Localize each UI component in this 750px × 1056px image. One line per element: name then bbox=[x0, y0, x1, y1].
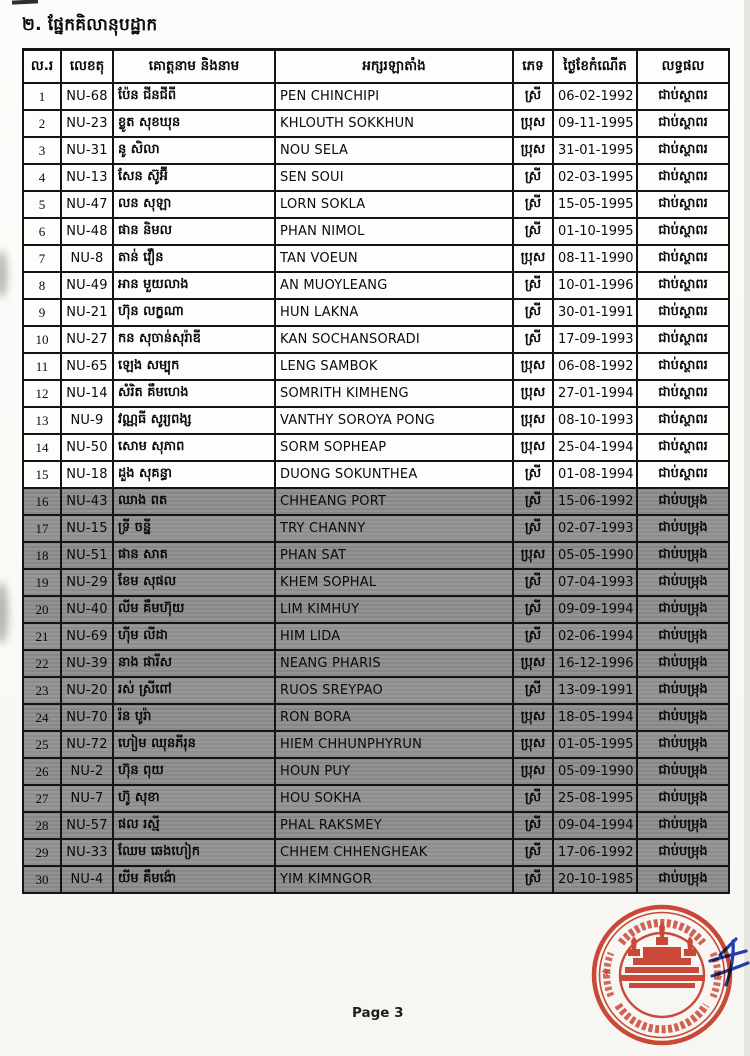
cell-gender: ស្រី bbox=[513, 515, 553, 542]
cell-latin-name: SEN SOUI bbox=[275, 164, 513, 191]
cell-row-number: 2 bbox=[23, 110, 61, 137]
cell-birth-date: 06-08-1992 bbox=[553, 353, 637, 380]
cell-birth-date: 15-06-1992 bbox=[553, 488, 637, 515]
cell-latin-name: SORM SOPHEAP bbox=[275, 434, 513, 461]
cell-gender: ប្រុស bbox=[513, 407, 553, 434]
table-row bbox=[23, 110, 729, 137]
cell-latin-name: HUN LAKNA bbox=[275, 299, 513, 326]
cell-desk-number: NU-70 bbox=[61, 704, 113, 731]
cell-latin-name: DUONG SOKUNTHEA bbox=[275, 461, 513, 488]
cell-khmer-name: ផល រស្មី bbox=[113, 812, 275, 839]
scan-artifact-mark bbox=[12, 0, 38, 5]
cell-row-number: 3 bbox=[23, 137, 61, 164]
cell-desk-number: NU-43 bbox=[61, 488, 113, 515]
cell-latin-name: KHEM SOPHAL bbox=[275, 569, 513, 596]
cell-desk-number: NU-4 bbox=[61, 866, 113, 893]
cell-row-number: 17 bbox=[23, 515, 61, 542]
section-title: ២. ផ្នែកគិលានុបដ្ឋាក bbox=[22, 15, 158, 35]
cell-row-number: 12 bbox=[23, 380, 61, 407]
cell-result: ជាប់ស្ថាពរ bbox=[637, 137, 729, 164]
cell-result: ជាប់ស្ថាពរ bbox=[637, 299, 729, 326]
cell-result: ជាប់បម្រុង bbox=[637, 812, 729, 839]
cell-row-number: 30 bbox=[23, 866, 61, 893]
cell-khmer-name: ហ៊ីម លីដា bbox=[113, 623, 275, 650]
cell-khmer-name: ដួង សុគន្ធា bbox=[113, 461, 275, 488]
cell-row-number: 7 bbox=[23, 245, 61, 272]
cell-result: ជាប់បម្រុង bbox=[637, 839, 729, 866]
cell-result: ជាប់បម្រុង bbox=[637, 758, 729, 785]
cell-gender: ស្រី bbox=[513, 785, 553, 812]
cell-gender: ស្រី bbox=[513, 191, 553, 218]
table-row bbox=[23, 164, 729, 191]
cell-khmer-name: ផាន និមល bbox=[113, 218, 275, 245]
cell-birth-date: 09-09-1994 bbox=[553, 596, 637, 623]
cell-birth-date: 05-09-1990 bbox=[553, 758, 637, 785]
column-header-latin-name: អក្សរឡាតាំង bbox=[275, 50, 513, 84]
cell-row-number: 19 bbox=[23, 569, 61, 596]
cell-khmer-name: សែន ស៊ូអ៊ី bbox=[113, 164, 275, 191]
cell-row-number: 5 bbox=[23, 191, 61, 218]
cell-birth-date: 17-09-1993 bbox=[553, 326, 637, 353]
cell-birth-date: 09-11-1995 bbox=[553, 110, 637, 137]
cell-birth-date: 31-01-1995 bbox=[553, 137, 637, 164]
cell-desk-number: NU-48 bbox=[61, 218, 113, 245]
cell-birth-date: 16-12-1996 bbox=[553, 650, 637, 677]
cell-latin-name: HIEM CHHUNPHYRUN bbox=[275, 731, 513, 758]
cell-birth-date: 02-06-1994 bbox=[553, 623, 637, 650]
cell-gender: ស្រី bbox=[513, 299, 553, 326]
table-header-row bbox=[23, 50, 729, 84]
cell-desk-number: NU-49 bbox=[61, 272, 113, 299]
cell-latin-name: YIM KIMNGOR bbox=[275, 866, 513, 893]
table-row bbox=[23, 380, 729, 407]
cell-latin-name: LORN SOKLA bbox=[275, 191, 513, 218]
column-header-birth-date: ថ្ងៃខែកំណើត bbox=[553, 50, 637, 84]
cell-gender: ស្រី bbox=[513, 461, 553, 488]
cell-desk-number: NU-39 bbox=[61, 650, 113, 677]
cell-row-number: 28 bbox=[23, 812, 61, 839]
cell-result: ជាប់បម្រុង bbox=[637, 515, 729, 542]
cell-desk-number: NU-13 bbox=[61, 164, 113, 191]
cell-latin-name: CHHEANG PORT bbox=[275, 488, 513, 515]
cell-row-number: 18 bbox=[23, 542, 61, 569]
table-row bbox=[23, 569, 729, 596]
cell-desk-number: NU-40 bbox=[61, 596, 113, 623]
cell-birth-date: 08-10-1993 bbox=[553, 407, 637, 434]
cell-result: ជាប់បម្រុង bbox=[637, 785, 729, 812]
cell-gender: ប្រុស bbox=[513, 110, 553, 137]
cell-desk-number: NU-65 bbox=[61, 353, 113, 380]
cell-khmer-name: យីម គឹមង៉ោ bbox=[113, 866, 275, 893]
cell-khmer-name: វណ្ណធី សូរ្យពង្ស bbox=[113, 407, 275, 434]
cell-birth-date: 30-01-1991 bbox=[553, 299, 637, 326]
cell-desk-number: NU-23 bbox=[61, 110, 113, 137]
column-header-result: លទ្ធផល bbox=[637, 50, 729, 84]
cell-khmer-name: ឈែម ឆេងហៀក bbox=[113, 839, 275, 866]
table-row bbox=[23, 650, 729, 677]
cell-desk-number: NU-18 bbox=[61, 461, 113, 488]
cell-khmer-name: នាង ផារីស bbox=[113, 650, 275, 677]
cell-birth-date: 13-09-1991 bbox=[553, 677, 637, 704]
cell-latin-name: KHLOUTH SOKKHUN bbox=[275, 110, 513, 137]
cell-latin-name: RON BORA bbox=[275, 704, 513, 731]
cell-desk-number: NU-68 bbox=[61, 83, 113, 110]
cell-latin-name: LIM KIMHUY bbox=[275, 596, 513, 623]
cell-latin-name: PHAN NIMOL bbox=[275, 218, 513, 245]
cell-desk-number: NU-8 bbox=[61, 245, 113, 272]
cell-khmer-name: ទ្រី ចន្នី bbox=[113, 515, 275, 542]
table-row bbox=[23, 623, 729, 650]
cell-gender: ប្រុស bbox=[513, 704, 553, 731]
cell-latin-name: PEN CHINCHIPI bbox=[275, 83, 513, 110]
table-row bbox=[23, 299, 729, 326]
cell-khmer-name: រ៉ន បូរ៉ា bbox=[113, 704, 275, 731]
cell-birth-date: 05-05-1990 bbox=[553, 542, 637, 569]
cell-row-number: 25 bbox=[23, 731, 61, 758]
cell-result: ជាប់ស្ថាពរ bbox=[637, 353, 729, 380]
cell-result: ជាប់បម្រុង bbox=[637, 866, 729, 893]
cell-birth-date: 18-05-1994 bbox=[553, 704, 637, 731]
cell-latin-name: KAN SOCHANSORADI bbox=[275, 326, 513, 353]
cell-latin-name: HIM LIDA bbox=[275, 623, 513, 650]
cell-birth-date: 09-04-1994 bbox=[553, 812, 637, 839]
cell-result: ជាប់បម្រុង bbox=[637, 704, 729, 731]
cell-gender: ស្រី bbox=[513, 596, 553, 623]
cell-latin-name: TAN VOEUN bbox=[275, 245, 513, 272]
cell-birth-date: 15-05-1995 bbox=[553, 191, 637, 218]
cell-row-number: 8 bbox=[23, 272, 61, 299]
column-header-khmer-name: គោត្តនាម និងនាម bbox=[113, 50, 275, 84]
results-table bbox=[22, 48, 730, 894]
cell-gender: ស្រី bbox=[513, 326, 553, 353]
cell-desk-number: NU-2 bbox=[61, 758, 113, 785]
table-row bbox=[23, 434, 729, 461]
cell-khmer-name: ឡេង សម្បុក bbox=[113, 353, 275, 380]
cell-khmer-name: សោម សុភាព bbox=[113, 434, 275, 461]
cell-desk-number: NU-31 bbox=[61, 137, 113, 164]
cell-birth-date: 27-01-1994 bbox=[553, 380, 637, 407]
table-row bbox=[23, 245, 729, 272]
cell-result: ជាប់ស្ថាពរ bbox=[637, 326, 729, 353]
cell-row-number: 16 bbox=[23, 488, 61, 515]
column-header-gender: ភេទ bbox=[513, 50, 553, 84]
cell-gender: ស្រី bbox=[513, 83, 553, 110]
cell-gender: ប្រុស bbox=[513, 434, 553, 461]
table-row bbox=[23, 677, 729, 704]
cell-result: ជាប់ស្ថាពរ bbox=[637, 164, 729, 191]
cell-result: ជាប់ស្ថាពរ bbox=[637, 272, 729, 299]
cell-row-number: 24 bbox=[23, 704, 61, 731]
cell-gender: ប្រុស bbox=[513, 137, 553, 164]
table-row bbox=[23, 137, 729, 164]
cell-latin-name: CHHEM CHHENGHEAK bbox=[275, 839, 513, 866]
table-row bbox=[23, 218, 729, 245]
cell-result: ជាប់ស្ថាពរ bbox=[637, 110, 729, 137]
cell-khmer-name: កន សុចាន់សុរ៉ាឌី bbox=[113, 326, 275, 353]
cell-row-number: 26 bbox=[23, 758, 61, 785]
cell-latin-name: LENG SAMBOK bbox=[275, 353, 513, 380]
cell-gender: ស្រី bbox=[513, 218, 553, 245]
cell-result: ជាប់ស្ថាពរ bbox=[637, 407, 729, 434]
cell-result: ជាប់បម្រុង bbox=[637, 542, 729, 569]
cell-gender: ស្រី bbox=[513, 488, 553, 515]
cell-desk-number: NU-33 bbox=[61, 839, 113, 866]
cell-desk-number: NU-15 bbox=[61, 515, 113, 542]
table-row bbox=[23, 785, 729, 812]
cell-desk-number: NU-72 bbox=[61, 731, 113, 758]
cell-birth-date: 01-08-1994 bbox=[553, 461, 637, 488]
cell-result: ជាប់ស្ថាពរ bbox=[637, 245, 729, 272]
cell-row-number: 22 bbox=[23, 650, 61, 677]
cell-result: ជាប់ស្ថាពរ bbox=[637, 434, 729, 461]
table-row bbox=[23, 866, 729, 893]
cell-row-number: 10 bbox=[23, 326, 61, 353]
cell-khmer-name: រស់ ស្រីពៅ bbox=[113, 677, 275, 704]
cell-khmer-name: ហ៊ូ សុខា bbox=[113, 785, 275, 812]
cell-latin-name: PHAL RAKSMEY bbox=[275, 812, 513, 839]
cell-row-number: 15 bbox=[23, 461, 61, 488]
cell-result: ជាប់ស្ថាពរ bbox=[637, 83, 729, 110]
cell-desk-number: NU-29 bbox=[61, 569, 113, 596]
cell-latin-name: NOU SELA bbox=[275, 137, 513, 164]
cell-gender: ស្រី bbox=[513, 164, 553, 191]
cell-result: ជាប់ស្ថាពរ bbox=[637, 218, 729, 245]
table-row bbox=[23, 704, 729, 731]
table-row bbox=[23, 758, 729, 785]
cell-row-number: 11 bbox=[23, 353, 61, 380]
table-row bbox=[23, 731, 729, 758]
cell-khmer-name: ហ៊ុន លក្ខណា bbox=[113, 299, 275, 326]
cell-birth-date: 01-05-1995 bbox=[553, 731, 637, 758]
cell-result: ជាប់បម្រុង bbox=[637, 731, 729, 758]
cell-desk-number: NU-50 bbox=[61, 434, 113, 461]
cell-gender: ស្រី bbox=[513, 677, 553, 704]
cell-birth-date: 01-10-1995 bbox=[553, 218, 637, 245]
cell-result: ជាប់បម្រុង bbox=[637, 569, 729, 596]
cell-row-number: 13 bbox=[23, 407, 61, 434]
cell-row-number: 9 bbox=[23, 299, 61, 326]
cell-khmer-name: ប៉ែន ជីនជីពី bbox=[113, 83, 275, 110]
pen-scribble bbox=[700, 933, 750, 995]
cell-khmer-name: តាន់ វឿន bbox=[113, 245, 275, 272]
cell-desk-number: NU-69 bbox=[61, 623, 113, 650]
cell-row-number: 6 bbox=[23, 218, 61, 245]
cell-khmer-name: លន សុឡា bbox=[113, 191, 275, 218]
cell-desk-number: NU-7 bbox=[61, 785, 113, 812]
cell-gender: ស្រី bbox=[513, 866, 553, 893]
cell-result: ជាប់ស្ថាពរ bbox=[637, 380, 729, 407]
cell-gender: ស្រី bbox=[513, 839, 553, 866]
cell-desk-number: NU-9 bbox=[61, 407, 113, 434]
cell-latin-name: PHAN SAT bbox=[275, 542, 513, 569]
cell-khmer-name: សំរិត គឹមហេង bbox=[113, 380, 275, 407]
cell-latin-name: SOMRITH KIMHENG bbox=[275, 380, 513, 407]
cell-gender: ប្រុស bbox=[513, 731, 553, 758]
table-row bbox=[23, 542, 729, 569]
table-row bbox=[23, 83, 729, 110]
table-row bbox=[23, 839, 729, 866]
cell-gender: ប្រុស bbox=[513, 353, 553, 380]
cell-khmer-name: អាន មួយលាង bbox=[113, 272, 275, 299]
cell-row-number: 20 bbox=[23, 596, 61, 623]
table-row bbox=[23, 812, 729, 839]
cell-result: ជាប់បម្រុង bbox=[637, 488, 729, 515]
cell-khmer-name: ហ៊ុន ពុយ bbox=[113, 758, 275, 785]
cell-latin-name: HOUN PUY bbox=[275, 758, 513, 785]
cell-gender: ស្រី bbox=[513, 812, 553, 839]
table-row bbox=[23, 326, 729, 353]
scan-smudge bbox=[0, 582, 8, 644]
cell-result: ជាប់បម្រុង bbox=[637, 677, 729, 704]
cell-latin-name: TRY CHANNY bbox=[275, 515, 513, 542]
cell-latin-name: VANTHY SOROYA PONG bbox=[275, 407, 513, 434]
cell-desk-number: NU-20 bbox=[61, 677, 113, 704]
cell-khmer-name: លីម គឹមហ៊ុយ bbox=[113, 596, 275, 623]
cell-desk-number: NU-57 bbox=[61, 812, 113, 839]
table-row bbox=[23, 353, 729, 380]
cell-result: ជាប់បម្រុង bbox=[637, 596, 729, 623]
column-header-desk-number: លេខតុ bbox=[61, 50, 113, 84]
table-row bbox=[23, 191, 729, 218]
cell-latin-name: RUOS SREYPAO bbox=[275, 677, 513, 704]
cell-desk-number: NU-21 bbox=[61, 299, 113, 326]
cell-birth-date: 10-01-1996 bbox=[553, 272, 637, 299]
table-row bbox=[23, 596, 729, 623]
table-body bbox=[23, 83, 729, 893]
cell-gender: ស្រី bbox=[513, 623, 553, 650]
table-row bbox=[23, 515, 729, 542]
cell-khmer-name: ខ្លូត សុខឃុន bbox=[113, 110, 275, 137]
cell-result: ជាប់បម្រុង bbox=[637, 650, 729, 677]
cell-gender: ប្រុស bbox=[513, 758, 553, 785]
cell-birth-date: 08-11-1990 bbox=[553, 245, 637, 272]
cell-khmer-name: ហៀម ឈុនភីរុន bbox=[113, 731, 275, 758]
cell-khmer-name: ផាន សាត bbox=[113, 542, 275, 569]
cell-birth-date: 07-04-1993 bbox=[553, 569, 637, 596]
cell-desk-number: NU-51 bbox=[61, 542, 113, 569]
cell-desk-number: NU-14 bbox=[61, 380, 113, 407]
cell-gender: ស្រី bbox=[513, 272, 553, 299]
cell-latin-name: NEANG PHARIS bbox=[275, 650, 513, 677]
cell-latin-name: AN MUOYLEANG bbox=[275, 272, 513, 299]
cell-row-number: 21 bbox=[23, 623, 61, 650]
cell-row-number: 1 bbox=[23, 83, 61, 110]
cell-row-number: 14 bbox=[23, 434, 61, 461]
cell-desk-number: NU-27 bbox=[61, 326, 113, 353]
svg-text:*: * bbox=[600, 965, 614, 987]
cell-birth-date: 20-10-1985 bbox=[553, 866, 637, 893]
table-row bbox=[23, 272, 729, 299]
cell-birth-date: 25-08-1995 bbox=[553, 785, 637, 812]
cell-gender: ប្រុស bbox=[513, 380, 553, 407]
table-row bbox=[23, 407, 729, 434]
scan-smudge bbox=[0, 250, 7, 298]
cell-row-number: 4 bbox=[23, 164, 61, 191]
cell-latin-name: HOU SOKHA bbox=[275, 785, 513, 812]
cell-birth-date: 17-06-1992 bbox=[553, 839, 637, 866]
cell-birth-date: 25-04-1994 bbox=[553, 434, 637, 461]
cell-birth-date: 02-03-1995 bbox=[553, 164, 637, 191]
cell-gender: ប្រុស bbox=[513, 542, 553, 569]
cell-desk-number: NU-47 bbox=[61, 191, 113, 218]
page-number: Page 3 bbox=[352, 1005, 404, 1021]
cell-row-number: 29 bbox=[23, 839, 61, 866]
cell-gender: ស្រី bbox=[513, 569, 553, 596]
cell-khmer-name: ខែម សុផល bbox=[113, 569, 275, 596]
cell-gender: ប្រុស bbox=[513, 245, 553, 272]
cell-result: ជាប់បម្រុង bbox=[637, 623, 729, 650]
table-row bbox=[23, 488, 729, 515]
table-row bbox=[23, 461, 729, 488]
cell-result: ជាប់ស្ថាពរ bbox=[637, 461, 729, 488]
cell-khmer-name: ឈាង ពត bbox=[113, 488, 275, 515]
cell-birth-date: 06-02-1992 bbox=[553, 83, 637, 110]
column-header-row-number: ល.រ bbox=[23, 50, 61, 84]
scan-edge-shadow bbox=[744, 0, 750, 1056]
cell-khmer-name: នូ សិលា bbox=[113, 137, 275, 164]
cell-row-number: 27 bbox=[23, 785, 61, 812]
cell-gender: ប្រុស bbox=[513, 650, 553, 677]
cell-result: ជាប់ស្ថាពរ bbox=[637, 191, 729, 218]
cell-birth-date: 02-07-1993 bbox=[553, 515, 637, 542]
svg-text:*: * bbox=[710, 967, 725, 989]
cell-row-number: 23 bbox=[23, 677, 61, 704]
